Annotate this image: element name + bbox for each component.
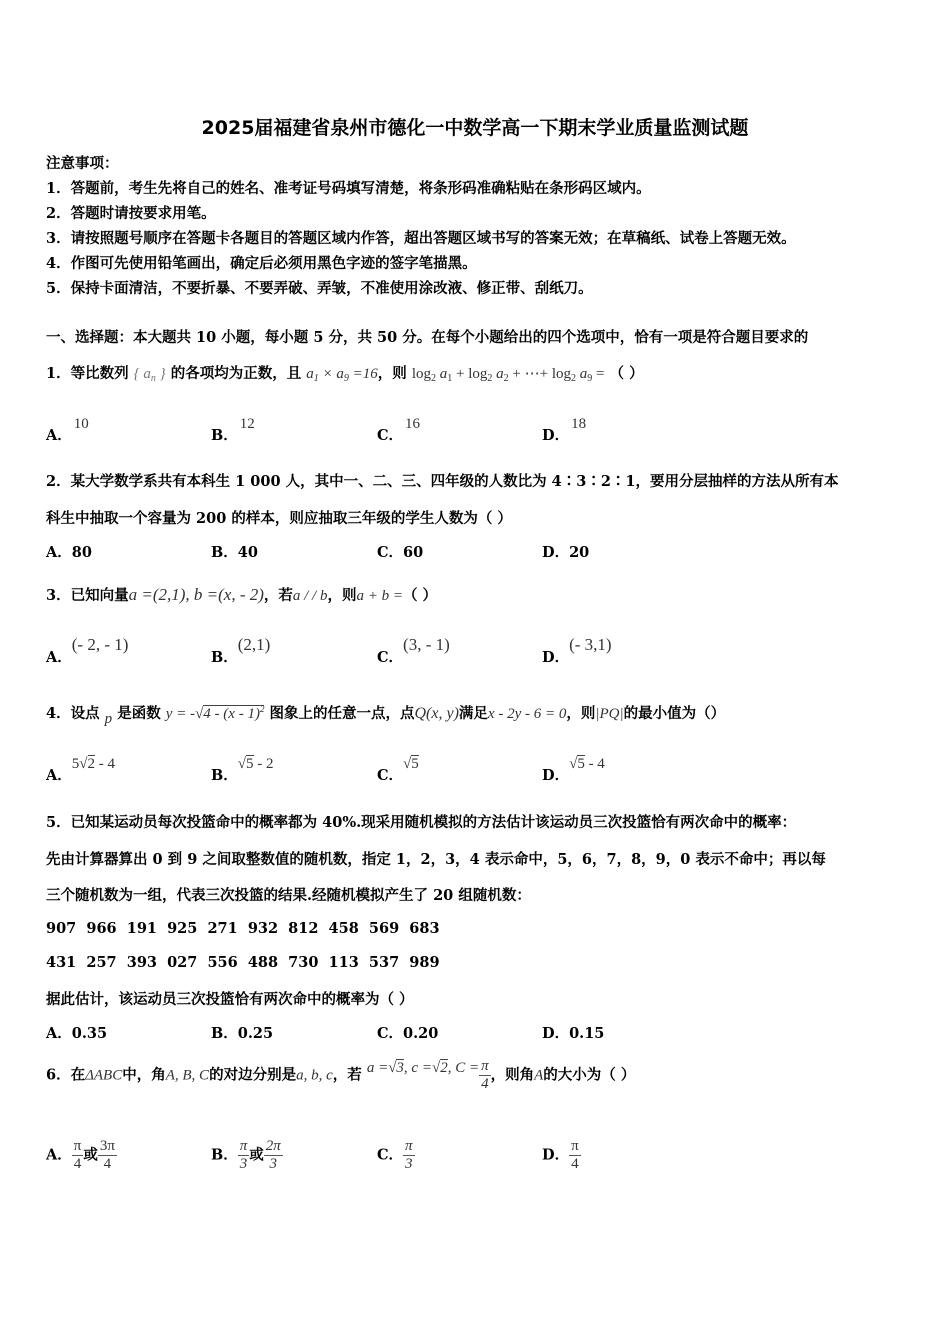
option-c[interactable]: C．√5 (377, 756, 419, 784)
option-a[interactable]: A．80 (46, 544, 92, 561)
option-d[interactable]: D．0.15 (542, 1025, 605, 1042)
option-c[interactable]: C．0.20 (377, 1025, 439, 1042)
option-b[interactable]: B． $\frac{\pi}{3}$ 或 $\frac{2\pi}{3}$ (211, 1138, 281, 1172)
option-a[interactable]: A．0.35 (46, 1025, 108, 1042)
question-5-line: 5．已知某运动员每次投篮命中的概率都为 40%.现采用随机模拟的方法估计该运动员三次投篮恰有两次命中的概率： (46, 814, 797, 831)
question-5-line: 先由计算器算出 0 到 9 之间取整数值的随机数，指定 1，2，3，4 表示命中，5，6，7，8，9，0 表示不命中；再以每 (46, 851, 826, 868)
option-c[interactable]: C． $\frac{\pi}{3}$ (377, 1138, 413, 1172)
question-4: 4．设点 p 是函数 y = -√4 - (x - 1)$^2$ 图象上的任意一点，点Q(x, y)满足x - 2y - 6 = 0，则|PQ|的最小值为（） (46, 704, 726, 727)
question-2-line: 科生中抽取一个容量为 200 的样本，则应抽取三年级的学生人数为（ ） (46, 510, 512, 527)
notes-item: 1．答题前，考生先将自己的姓名、准考证号码填写清楚，将条形码准确粘贴在条形码区域内。 (46, 180, 651, 197)
option-d[interactable]: D．√5 - 4 (542, 756, 605, 784)
question-2-line: 2．某大学数学系共有本科生 1 000 人，其中一、二、三、四年级的人数比为 4∶3∶2∶1，要用分层抽样的方法从所有本 (46, 473, 839, 490)
option-d[interactable]: D． $\frac{\pi}{4}$ (542, 1138, 579, 1172)
notes-item: 4．作图可先使用铅笔画出，确定后必须用黑色字迹的签字笔描黑。 (46, 255, 477, 272)
notes-item: 5．保持卡面清洁，不要折暴、不要弄破、弄皱，不准使用涂改液、修正带、刮纸刀。 (46, 280, 593, 297)
option-c[interactable]: C．16 (377, 416, 421, 444)
option-b[interactable]: B．40 (211, 544, 258, 561)
random-number-row: 431 257 393 027 556 488 730 113 537 989 (46, 954, 440, 971)
option-a[interactable]: A．5√2 - 4 (46, 756, 115, 784)
notes-item: 2．答题时请按要求用笔。 (46, 205, 216, 222)
option-a[interactable]: A． $\frac{\pi}{4}$ 或 $\frac{3\pi}{4}$ (46, 1138, 115, 1172)
section-heading: 一、选择题：本大题共 10 小题，每小题 5 分，共 50 分。在每个小题给出的四个选项中，恰有一项是符合题目要求的 (46, 329, 809, 346)
option-a[interactable]: A．10 (46, 416, 89, 444)
question-1: 1．等比数列 { $a_n$ } 的各项均为正数，且 $a_1 \times a_9 =16$，则 $\log_2 a_1 + \log_2 a_2$ + ⋯+ $\log_2 a_9$ = （ ） (46, 365, 644, 384)
option-d[interactable]: D．20 (542, 544, 590, 561)
option-d[interactable]: D．18 (542, 416, 587, 444)
question-6: 6．在ΔABC中，角A, B, C的对边分别是a, b, c，若 a =√3, c =√2, C = $\frac{\pi}{4}$ ，则角A的大小为（ ） (46, 1058, 636, 1092)
option-b[interactable]: B．0.25 (211, 1025, 274, 1042)
question-5-line: 据此估计，该运动员三次投篮恰有两次命中的概率为（ ） (46, 991, 414, 1008)
random-number-row: 907 966 191 925 271 932 812 458 569 683 (46, 920, 440, 937)
notes-heading: 注意事项： (46, 155, 119, 172)
page-title: 2025届福建省泉州市德化一中数学高一下期末学业质量监测试题 (201, 117, 749, 139)
option-a[interactable]: A．(- 2, - 1) (46, 635, 129, 666)
option-c[interactable]: C．(3, - 1) (377, 635, 450, 666)
question-3: 3．已知向量a =(2,1), b =(x, - 2)，若a / / b，则a + b =（ ） (46, 585, 438, 604)
option-c[interactable]: C．60 (377, 544, 424, 561)
option-b[interactable]: B．(2,1) (211, 635, 271, 666)
option-d[interactable]: D．(- 3,1) (542, 635, 612, 666)
option-b[interactable]: B．12 (211, 416, 255, 444)
notes-item: 3．请按照题号顺序在答题卡各题目的答题区域内作答，超出答题区域书写的答案无效；在草稿纸、试卷上答题无效。 (46, 230, 796, 247)
question-5-line: 三个随机数为一组，代表三次投篮的结果.经随机模拟产生了 20 组随机数： (46, 887, 531, 904)
option-b[interactable]: B．√5 - 2 (211, 756, 274, 784)
